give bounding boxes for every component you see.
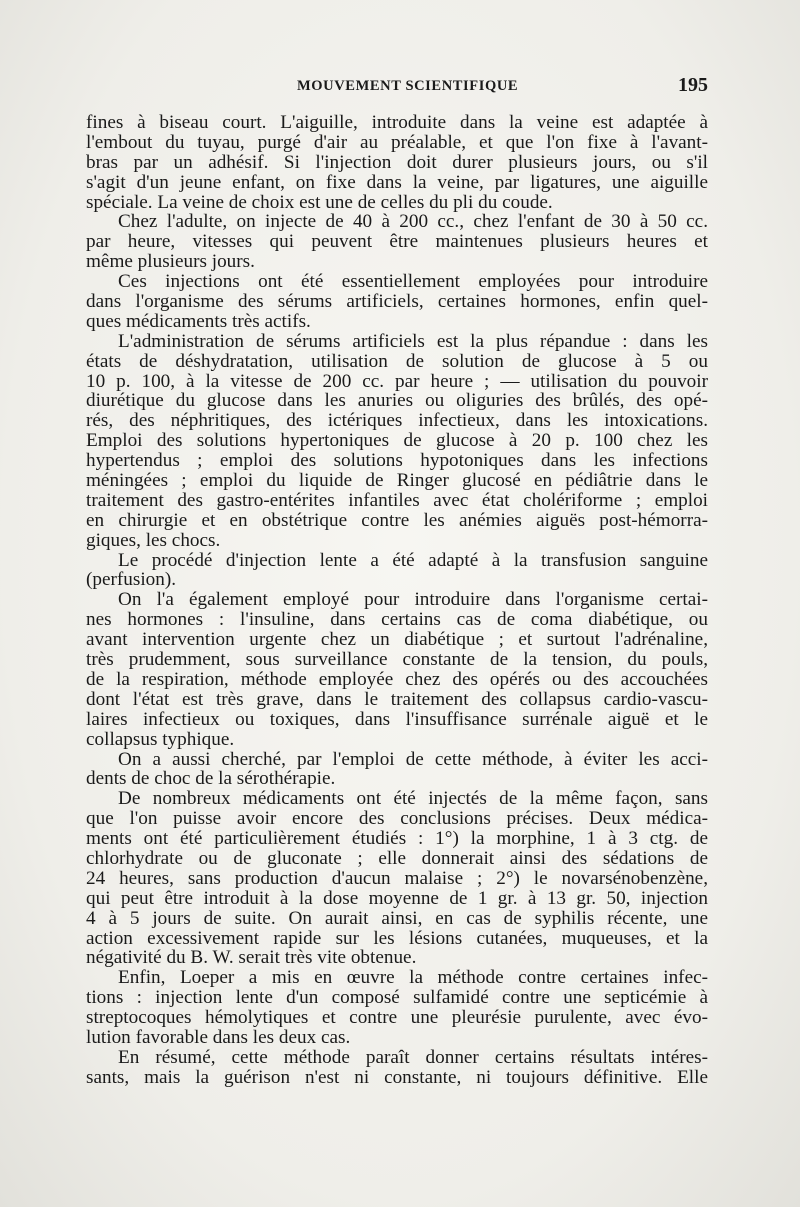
text-line: On l'a également employé pour introduire dans l'organisme certai-	[118, 590, 708, 611]
text-line: tions : injection lente d'un composé sulfamidé contre une septicémie à	[86, 988, 708, 1009]
text-line: traitement des gastro-entérites infantiles avec état cholériforme ; emploi	[86, 490, 708, 511]
text-line: dans l'organisme des sérums artificiels, certaines hormones, enfin quel-	[86, 292, 708, 312]
text-line: 24 heures, sans production d'aucun malaise ; 2°) le novarsénobenzène,	[86, 868, 708, 889]
text-line: ques médicaments très actifs.	[86, 311, 311, 332]
text-line: lution favorable dans les deux cas.	[86, 1027, 351, 1048]
text-line: 4 à 5 jours de suite. On aurait ainsi, en cas de syphilis récente, une	[86, 908, 708, 929]
text-line: états de déshydratation, utilisation de solution de glucose à 5 ou	[86, 351, 708, 372]
text-line: très prudemment, sous surveillance constante de la tension, du pouls,	[86, 650, 708, 670]
text-line: nes hormones : l'insuline, dans certains cas de coma diabétique, ou	[86, 610, 708, 631]
text-line: de la respiration, méthode employée chez des opérés ou des accouchées	[86, 669, 708, 690]
text-line: même plusieurs jours.	[86, 252, 255, 273]
text-line: rés, des néphritiques, des ictériques infectieux, dans les intoxications.	[86, 411, 708, 432]
text-line: L'administration de sérums artificiels est la plus répandue : dans les	[118, 331, 708, 352]
text-line: laires infectieux ou toxiques, dans l'insuffisance surrénale aiguë et le	[86, 709, 708, 730]
text-line: De nombreux médicaments ont été injectés de la même façon, sans	[118, 789, 708, 810]
text-line: dents de choc de la sérothérapie.	[86, 769, 336, 790]
body-text	[86, 113, 708, 1088]
text-line: giques, les chocs.	[86, 530, 221, 551]
text-line: (perfusion).	[86, 570, 177, 591]
text-line: Enfin, Loeper a mis en œuvre la méthode contre certaines infec-	[118, 968, 708, 989]
text-line: spéciale. La veine de choix est une de celles du pli du coude.	[86, 192, 553, 213]
text-line: Emploi des solutions hypertoniques de glucose à 20 p. 100 chez les	[86, 431, 708, 452]
text-line: Chez l'adulte, on injecte de 40 à 200 cc., chez l'enfant de 30 à 50 cc.	[118, 212, 708, 233]
text-line: l'embout du tuyau, purgé d'air au préalable, et que l'on fixe à l'avant-	[86, 132, 708, 153]
text-line: En résumé, cette méthode paraît donner certains résultats intéres-	[118, 1047, 708, 1068]
page-header	[86, 74, 708, 100]
text-line: diurétique du glucose dans les anuries ou oliguries des brûlés, des opé-	[86, 391, 708, 412]
text-line: bras par un adhésif. Si l'injection doit durer plusieurs jours, ou s'il	[86, 152, 708, 173]
text-line: chlorhydrate ou de gluconate ; elle donnerait ainsi des sédations de	[86, 848, 708, 869]
text-line: en chirurgie et en obstétrique contre les anémies aiguës post-hémorra-	[86, 510, 708, 531]
text-line: négativité du B. W. serait très vite obtenue.	[86, 948, 417, 969]
text-line: dont l'état est très grave, dans le traitement des collapsus cardio-vascu-	[86, 689, 708, 710]
text-line: fines à biseau court. L'aiguille, introduite dans la veine est adaptée à	[86, 113, 708, 133]
text-line: Le procédé d'injection lente a été adapté à la transfusion sanguine	[118, 550, 708, 571]
text-line: action excessivement rapide sur les lésions cutanées, muqueuses, et la	[86, 928, 708, 949]
text-line: méningées ; emploi du liquide de Ringer glucosé en pédiâtrie dans le	[86, 471, 708, 491]
text-line: hypertendus ; emploi des solutions hypotoniques dans les infections	[86, 451, 708, 472]
text-line: On a aussi cherché, par l'emploi de cette méthode, à éviter les acci-	[118, 749, 708, 770]
text-line: s'agit d'un jeune enfant, on fixe dans la veine, par ligatures, une aiguille	[86, 172, 708, 193]
text-line: avant intervention urgente chez un diabétique ; et surtout l'adrénaline,	[86, 630, 708, 651]
text-line: ments ont été particulièrement étudiés : 1°) la morphine, 1 à 3 ctg. de	[86, 829, 708, 849]
running-title: MOUVEMENT SCIENTIFIQUE	[297, 78, 519, 94]
text-line: que l'on puisse avoir encore des conclusions précises. Deux médica-	[86, 809, 708, 830]
text-line: streptocoques hémolytiques et contre une pleurésie purulente, avec évo-	[86, 1008, 708, 1028]
text-line: 10 p. 100, à la vitesse de 200 cc. par heure ; — utilisation du pouvoir	[86, 371, 708, 392]
page-number: 195	[678, 74, 708, 96]
text-line: sants, mais la guérison n'est ni constante, ni toujours définitive. Elle	[86, 1067, 708, 1088]
text-line: qui peut être introduit à la dose moyenne de 1 gr. à 13 gr. 50, injection	[86, 888, 708, 909]
text-line: par heure, vitesses qui peuvent être maintenues plusieurs heures et	[86, 232, 708, 253]
text-line: Ces injections ont été essentiellement employées pour introduire	[118, 272, 708, 293]
text-line: collapsus typhique.	[86, 729, 235, 750]
